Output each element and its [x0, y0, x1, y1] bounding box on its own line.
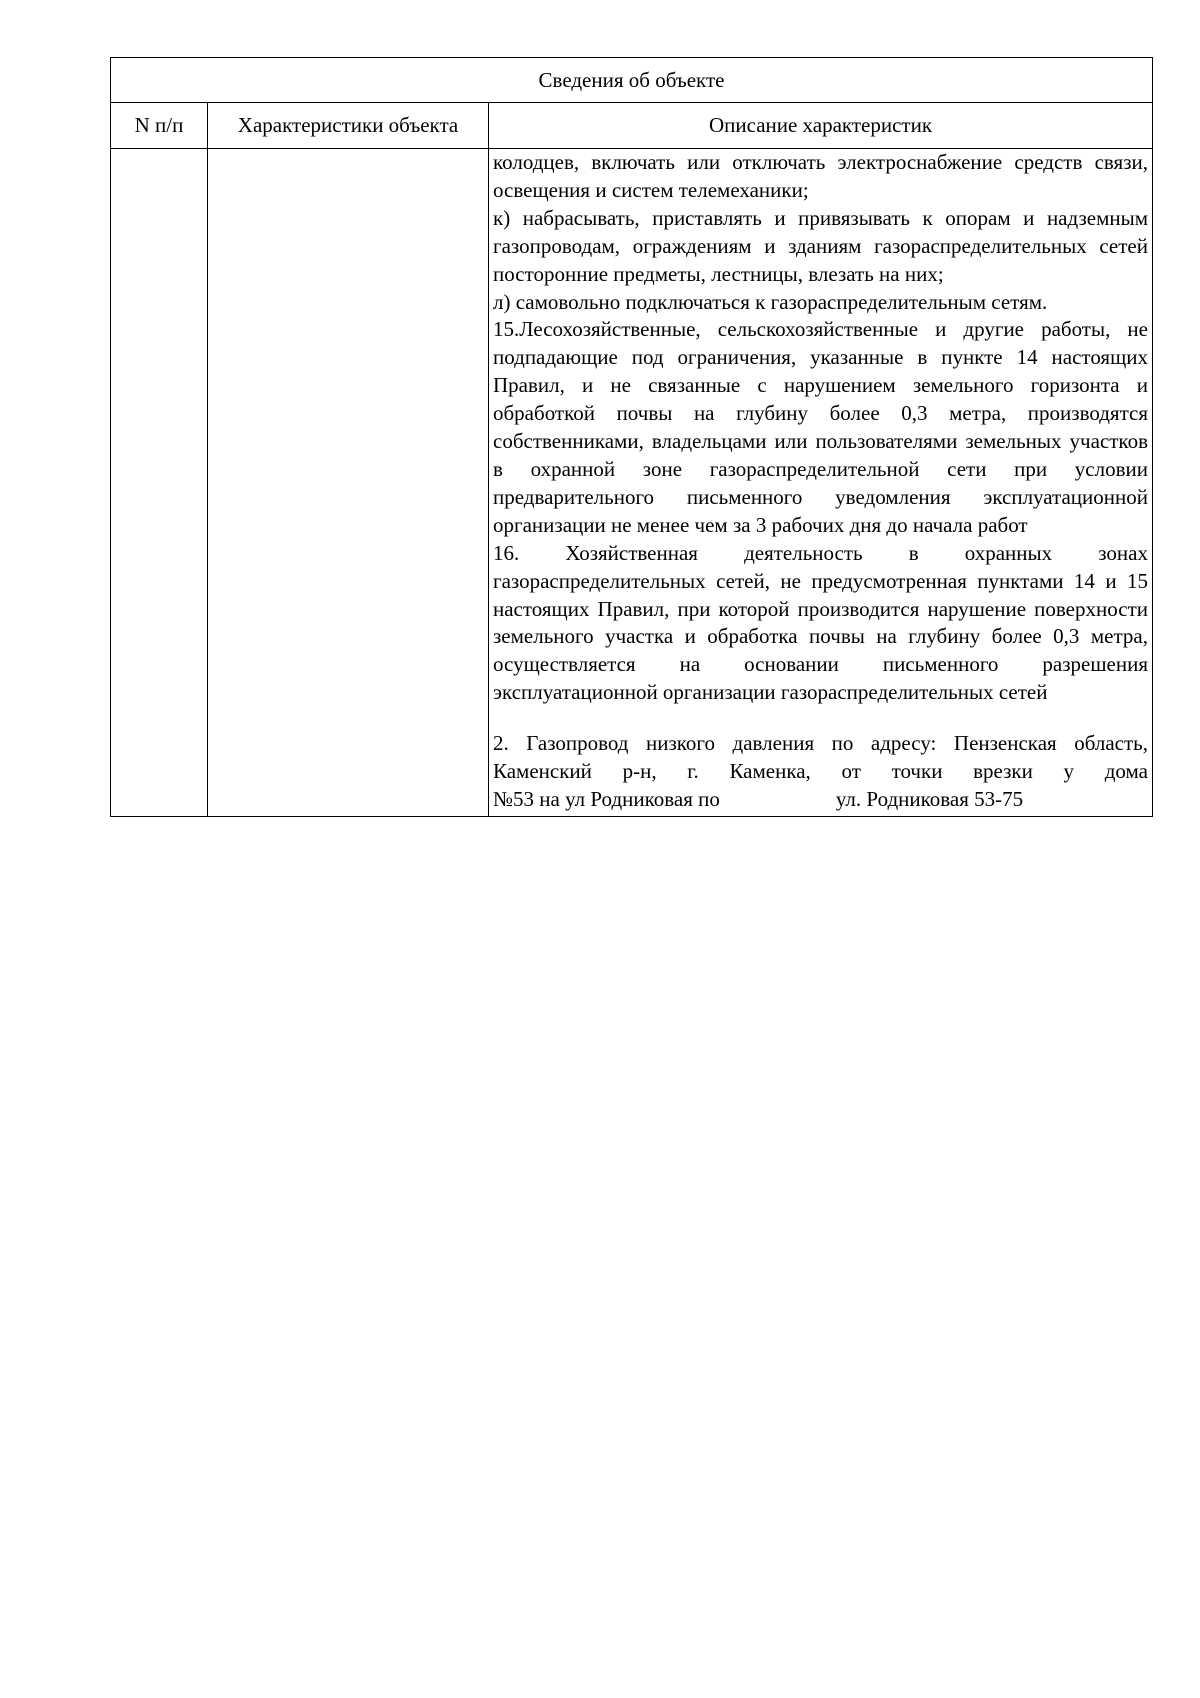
- header-num: N п/п: [111, 103, 208, 149]
- address-line-end: ул. Родниковая 53-75: [835, 786, 1024, 811]
- header-description: Описание характеристик: [489, 103, 1153, 149]
- address-last-line: [493, 786, 1148, 814]
- description-paragraph: к) набрасывать, приставлять и привязывать к опорам и надземным газопроводам, ограждениям и зданиям газораспределительных сетей посторонние предметы, лестницы, влезать на них;: [493, 205, 1148, 286]
- table-title-row: [111, 58, 1153, 103]
- table-row: [111, 149, 1153, 817]
- address-line-start: №53 на ул Родниковая по: [493, 786, 720, 811]
- description-paragraph: 15.Лесохозяйственные, сельскохозяйственные и другие работы, не подпадающие под ограничения, указанные в пункте 14 настоящих Правил, и не связанные с нарушением земельного горизонта и обработкой почвы на глубину более 0,3 метра, производятся собственниками, владельцами или пользователями земельных участков в охранной зоне газораспределительной сети при условии предварительного письменного уведомления эксплуатационной организации не менее чем за 3 рабочих дня до начала работ: [493, 317, 1148, 537]
- table-title: Сведения об объекте: [111, 58, 1153, 103]
- paragraph-spacer: [493, 707, 1148, 730]
- object-info-table: [110, 57, 1153, 817]
- description-paragraph: колодцев, включать или отключать электроснабжение средств связи, освещения и систем телемеханики;: [493, 150, 1148, 202]
- row-description-cell: [489, 149, 1153, 817]
- description-paragraph: 16. Хозяйственная деятельность в охранных зонах газораспределительных сетей, не предусмотренная пунктами 14 и 15 настоящих Правил, при которой производится нарушение поверхности земельного участка и обработка почвы на глубину более 0,3 метра, осуществляется на основании письменного разрешения эксплуатационной организации газораспределительных сетей: [493, 540, 1148, 705]
- row-characteristics-cell: [208, 149, 489, 817]
- address-paragraph: 2. Газопровод низкого давления по адресу: Пензенская область, Каменский р-н, г. Каменка, от точки врезки у дома: [493, 731, 1148, 784]
- row-num-cell: [111, 149, 208, 817]
- description-paragraph: л) самовольно подключаться к газораспределительным сетям.: [493, 289, 1048, 314]
- header-characteristics: Характеристики объекта: [208, 103, 489, 149]
- table-header-row: [111, 103, 1153, 149]
